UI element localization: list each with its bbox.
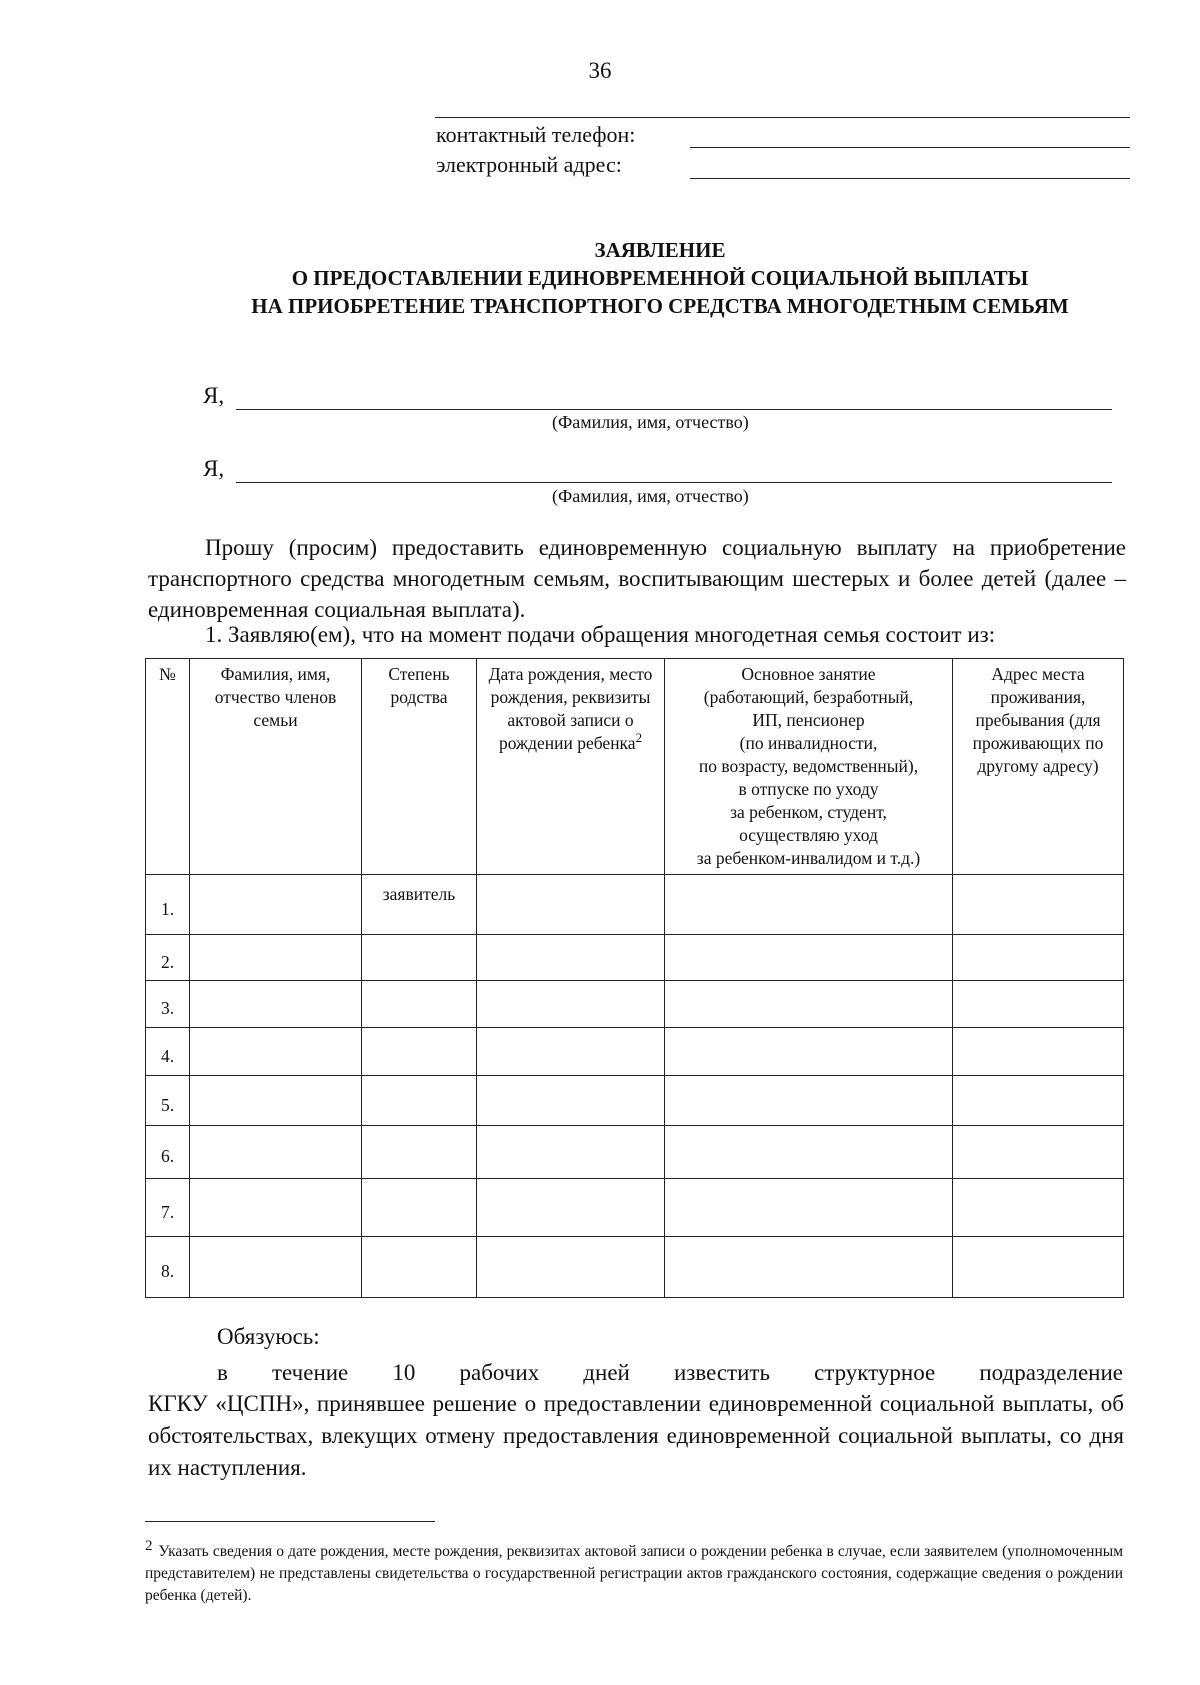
table-row [146, 981, 1124, 1028]
header-relation: Степень родства [362, 659, 477, 875]
declaration-paragraph: 1. Заявляю(ем), что на момент подачи обращения многодетная семья состоит из: [205, 622, 996, 647]
cell-name[interactable] [190, 1028, 362, 1076]
applicant-1-prefix: Я, [203, 383, 225, 408]
cell-address[interactable] [953, 1179, 1124, 1237]
header-occupation-line: за ребенком-инвалидом и т.д.) [696, 848, 921, 868]
cell-address[interactable] [953, 981, 1124, 1028]
header-occupation-line: ИП, пенсионер [752, 710, 865, 730]
cell-relation[interactable] [362, 935, 477, 981]
cell-occupation[interactable] [665, 1179, 953, 1237]
contact-phone-label: контактный телефон: [436, 122, 636, 147]
cell-name[interactable] [190, 1237, 362, 1298]
header-num: № [146, 659, 190, 875]
cell-birth[interactable] [477, 1237, 665, 1298]
cell-occupation[interactable] [665, 935, 953, 981]
footnote-ref-2: 2 [635, 730, 643, 746]
page-number: 36 [588, 58, 612, 83]
header-occupation-line: по возрасту, ведомственный), [698, 756, 919, 776]
table-header-row [146, 659, 1124, 875]
cell-name[interactable] [190, 1126, 362, 1179]
cell-occupation[interactable] [665, 1028, 953, 1076]
cell-address[interactable] [953, 1076, 1124, 1126]
row-number: 4. [146, 1028, 190, 1076]
row-number: 8. [146, 1237, 190, 1298]
cell-relation[interactable] [362, 1076, 477, 1126]
table-row [146, 1126, 1124, 1179]
contact-email-line[interactable] [690, 178, 1130, 179]
request-paragraph: Прошу (просим) предоставить единовременную социальную выплату на приобретение транспортного средства многодетным семьям, воспитывающим шестерых и более детей (далее – единовременная социальная выплата). [148, 535, 1126, 622]
document-title [150, 236, 1170, 320]
footnote [145, 1537, 1123, 1607]
cell-name[interactable] [190, 875, 362, 935]
cell-name[interactable] [190, 1076, 362, 1126]
obligation-heading: Обязуюсь: [217, 1324, 320, 1349]
cell-occupation[interactable] [665, 875, 953, 935]
header-occupation-line: осуществляю уход [739, 825, 878, 845]
cell-relation[interactable] [362, 1028, 477, 1076]
obligation-text: КГКУ «ЦСПН», принявшее решение о предоставлении единовременной социальной выплаты, об обстоятельствах, влекущих отмену предоставления единовременной социальной выплаты, со дня их наступления. [148, 1391, 1124, 1480]
cell-relation[interactable] [362, 981, 477, 1028]
cell-relation[interactable] [362, 1179, 477, 1237]
header-occupation-line: (по инвалидности, [739, 733, 878, 753]
header-birth-text: Дата рождения, место рождения, реквизиты актовой записи о рождении ребенка [488, 664, 653, 753]
cell-address[interactable] [953, 935, 1124, 981]
family-members-table [145, 658, 1124, 1298]
header-occupation-line: Основное занятие [741, 664, 876, 684]
table-row [146, 1237, 1124, 1298]
cell-birth[interactable] [477, 1028, 665, 1076]
applicant-2-caption: (Фамилия, имя, отчество) [552, 486, 749, 506]
footnote-text: Указать сведения о дате рождения, месте рождения, реквизитах актовой записи о рождении ребенка в случае, если заявителем (уполномоченным представителем) не представлены свидетельства о государственной регистрации актов гражданского состояния, содержащие сведения о рождении ребенка (детей). [145, 1543, 1123, 1604]
row-number: 6. [146, 1126, 190, 1179]
row-number: 3. [146, 981, 190, 1028]
cell-address[interactable] [953, 875, 1124, 935]
table-row [146, 1076, 1124, 1126]
cell-birth[interactable] [477, 875, 665, 935]
cell-address[interactable] [953, 1126, 1124, 1179]
applicant-2-name-line[interactable] [236, 482, 1112, 483]
obligation-line-1: в течение 10 рабочих дней известить структурное подразделение [217, 1360, 1123, 1385]
cell-relation[interactable]: заявитель [362, 875, 477, 935]
cell-birth[interactable] [477, 1179, 665, 1237]
cell-occupation[interactable] [665, 1076, 953, 1126]
table-row [146, 1179, 1124, 1237]
table-row [146, 875, 1124, 935]
contact-email-label: электронный адрес: [436, 152, 622, 177]
header-occupation-line: (работающий, безработный, [703, 687, 914, 707]
cell-birth[interactable] [477, 1126, 665, 1179]
header-birth [477, 659, 665, 875]
cell-relation[interactable] [362, 1237, 477, 1298]
footnote-mark: 2 [145, 1537, 153, 1554]
top-rule [435, 117, 1130, 118]
cell-relation[interactable] [362, 1126, 477, 1179]
cell-birth[interactable] [477, 935, 665, 981]
cell-occupation[interactable] [665, 1237, 953, 1298]
title-line-2: О ПРЕДОСТАВЛЕНИИ ЕДИНОВРЕМЕННОЙ СОЦИАЛЬНОЙ ВЫПЛАТЫ [291, 266, 1029, 290]
applicant-1-name-line[interactable] [236, 409, 1112, 410]
cell-address[interactable] [953, 1237, 1124, 1298]
table-row [146, 1028, 1124, 1076]
cell-name[interactable] [190, 981, 362, 1028]
cell-name[interactable] [190, 1179, 362, 1237]
row-number: 2. [146, 935, 190, 981]
cell-address[interactable] [953, 1028, 1124, 1076]
row-number: 1. [146, 875, 190, 935]
applicant-1-caption: (Фамилия, имя, отчество) [552, 412, 749, 432]
applicant-2-prefix: Я, [203, 456, 225, 481]
row-number: 5. [146, 1076, 190, 1126]
title-line-3: НА ПРИОБРЕТЕНИЕ ТРАНСПОРТНОГО СРЕДСТВА МНОГОДЕТНЫМ СЕМЬЯМ [251, 294, 1069, 318]
contact-phone-line[interactable] [690, 147, 1130, 148]
row-number: 7. [146, 1179, 190, 1237]
cell-name[interactable] [190, 935, 362, 981]
header-address: Адрес места проживания, пребывания (для проживающих по другому адресу) [953, 659, 1124, 875]
header-occupation [665, 659, 953, 875]
header-occupation-line: в отпуске по уходу [738, 779, 879, 799]
cell-occupation[interactable] [665, 981, 953, 1028]
header-name: Фамилия, имя, отчество членов семьи [190, 659, 362, 875]
cell-birth[interactable] [477, 1076, 665, 1126]
footnote-separator [145, 1521, 435, 1522]
cell-occupation[interactable] [665, 1126, 953, 1179]
table-row [146, 935, 1124, 981]
header-occupation-line: за ребенком, студент, [730, 802, 887, 822]
title-line-1: ЗАЯВЛЕНИЕ [594, 238, 726, 262]
cell-birth[interactable] [477, 981, 665, 1028]
